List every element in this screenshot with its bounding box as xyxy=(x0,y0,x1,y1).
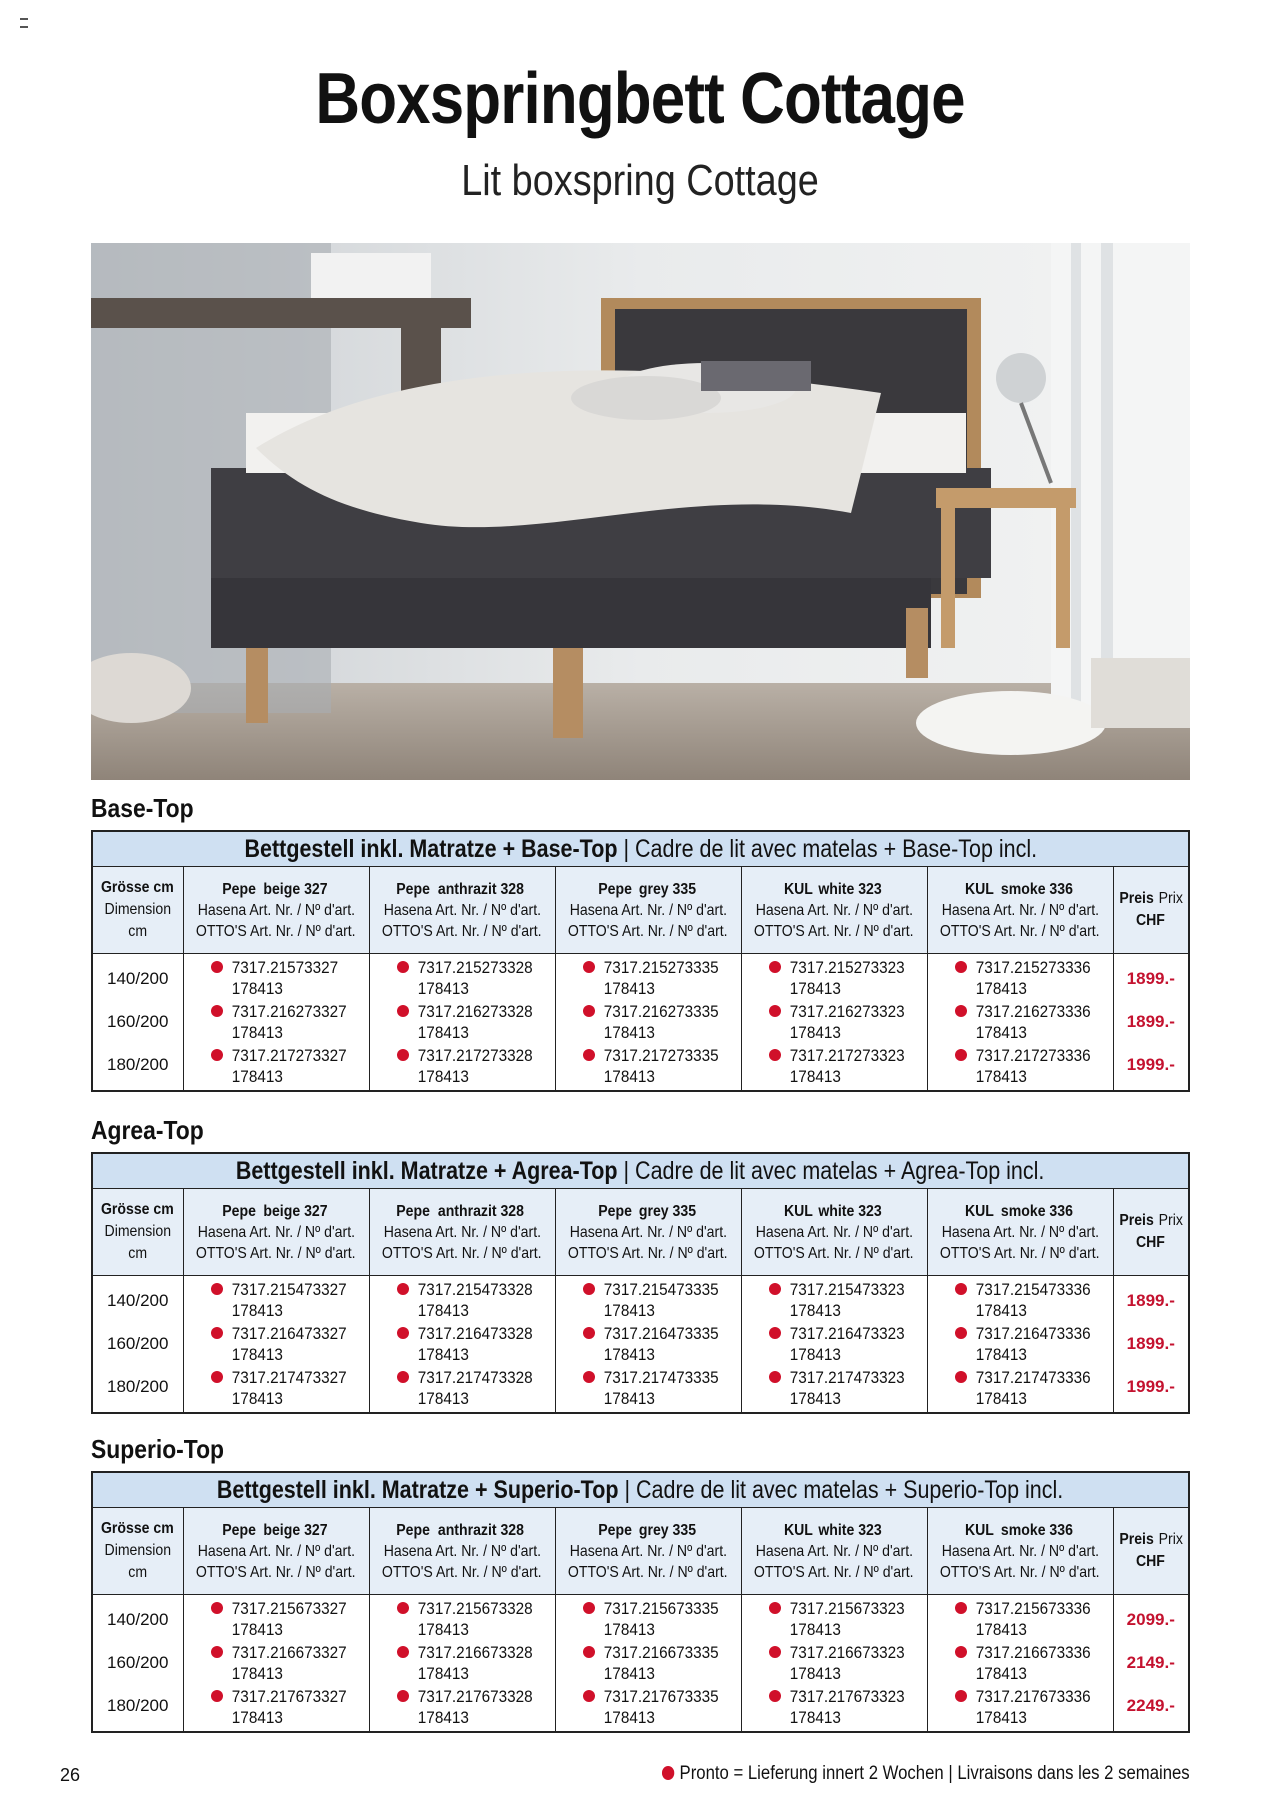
article-cell xyxy=(555,1276,741,1414)
variant-header: Pepe beige 327Hasena Art. Nr. / Nº d'art.OTTO'S Art. Nr. / Nº d'art. xyxy=(183,1508,369,1595)
price-header: Preis PrixCHF xyxy=(1113,867,1189,954)
article-cell xyxy=(369,1276,555,1414)
article-cell xyxy=(183,1276,369,1414)
article-entry: 7317.215473328 178413 xyxy=(398,1279,555,1321)
table-caption: Bettgestell inkl. Matratze + Agrea-Top | Cadre de lit avec matelas + Agrea-Top incl. xyxy=(92,1153,1189,1189)
variant-header: Pepe beige 327Hasena Art. Nr. / Nº d'art.OTTO'S Art. Nr. / Nº d'art. xyxy=(183,867,369,954)
variant-header: Pepe grey 335Hasena Art. Nr. / Nº d'art.OTTO'S Art. Nr. / Nº d'art. xyxy=(555,1508,741,1595)
article-entry: 7317.216673327 178413 xyxy=(212,1642,369,1684)
article-entry: 7317.216473323 178413 xyxy=(770,1323,927,1365)
article-entry: 7317.215673336 178413 xyxy=(956,1598,1113,1640)
article-entry: 7317.217673336 178413 xyxy=(956,1686,1113,1728)
article-entry: 7317.215273335 178413 xyxy=(584,957,741,999)
article-entry: 7317.216273323 178413 xyxy=(770,1001,927,1043)
size-value: 140/200 xyxy=(107,1609,169,1629)
variant-header: Pepe anthrazit 328Hasena Art. Nr. / Nº d'art.OTTO'S Art. Nr. / Nº d'art. xyxy=(369,1508,555,1595)
price-header: Preis PrixCHF xyxy=(1113,1189,1189,1276)
article-entry: 7317.217473327 178413 xyxy=(212,1367,369,1409)
variant-header: KUL white 323Hasena Art. Nr. / Nº d'art.OTTO'S Art. Nr. / Nº d'art. xyxy=(741,1189,927,1276)
bed-photo xyxy=(91,243,1190,780)
size-value: 180/200 xyxy=(107,1377,169,1397)
section-heading: Superio-Top xyxy=(91,1434,225,1464)
article-cell xyxy=(927,1276,1113,1414)
article-entry: 7317.216273336 178413 xyxy=(956,1001,1113,1043)
article-entry: 7317.215673323 178413 xyxy=(770,1598,927,1640)
article-entry: 7317.217673335 178413 xyxy=(584,1686,741,1728)
article-entry: 7317.217273335 178413 xyxy=(584,1045,741,1087)
article-cell xyxy=(741,1276,927,1414)
article-entry: 7317.217673328 178413 xyxy=(398,1686,555,1728)
size-value: 140/200 xyxy=(107,1290,169,1310)
page-title: Boxspringbett Cottage xyxy=(315,59,965,139)
article-entry: 7317.215273323 178413 xyxy=(770,957,927,999)
size-cell xyxy=(92,1595,183,1733)
article-cell xyxy=(741,954,927,1092)
variant-header: Pepe anthrazit 328Hasena Art. Nr. / Nº d'art.OTTO'S Art. Nr. / Nº d'art. xyxy=(369,1189,555,1276)
section-heading: Base-Top xyxy=(91,793,194,823)
page-subtitle: Lit boxspring Cottage xyxy=(461,156,819,205)
section-heading: Agrea-Top xyxy=(91,1115,204,1145)
size-header: Grösse cmDimensioncm xyxy=(92,867,183,954)
article-cell xyxy=(555,954,741,1092)
size-value: 160/200 xyxy=(107,1652,169,1672)
price-cell xyxy=(1113,1276,1189,1414)
article-entry: 7317.215673328 178413 xyxy=(398,1598,555,1640)
price-value: 2249.- xyxy=(1126,1696,1175,1716)
size-cell xyxy=(92,1276,183,1414)
menu-icon xyxy=(20,18,28,28)
page-number: 26 xyxy=(60,1765,81,1785)
article-entry: 7317.217673323 178413 xyxy=(770,1686,927,1728)
article-entry: 7317.215673335 178413 xyxy=(584,1598,741,1640)
article-entry: 7317.216273327 178413 xyxy=(212,1001,369,1043)
footer-note xyxy=(590,1763,1190,1785)
article-cell xyxy=(555,1595,741,1733)
variant-header: Pepe grey 335Hasena Art. Nr. / Nº d'art.OTTO'S Art. Nr. / Nº d'art. xyxy=(555,1189,741,1276)
article-entry: 7317.217473336 178413 xyxy=(956,1367,1113,1409)
article-entry: 7317.217273328 178413 xyxy=(398,1045,555,1087)
size-value: 180/200 xyxy=(107,1055,169,1075)
article-entry: 7317.21573327 178413 xyxy=(212,957,369,999)
variant-header: Pepe beige 327Hasena Art. Nr. / Nº d'art.OTTO'S Art. Nr. / Nº d'art. xyxy=(183,1189,369,1276)
price-value: 2149.- xyxy=(1126,1652,1175,1672)
article-entry: 7317.215473327 178413 xyxy=(212,1279,369,1321)
size-cell xyxy=(92,954,183,1092)
article-entry: 7317.217473328 178413 xyxy=(398,1367,555,1409)
article-entry: 7317.216673336 178413 xyxy=(956,1642,1113,1684)
size-header: Grösse cmDimensioncm xyxy=(92,1189,183,1276)
price-value: 1999.- xyxy=(1126,1377,1175,1397)
price-value: 1999.- xyxy=(1126,1055,1175,1075)
size-value: 160/200 xyxy=(107,1333,169,1353)
price-cell xyxy=(1113,1595,1189,1733)
article-entry: 7317.216673328 178413 xyxy=(398,1642,555,1684)
variant-header: KUL smoke 336Hasena Art. Nr. / Nº d'art.OTTO'S Art. Nr. / Nº d'art. xyxy=(927,1508,1113,1595)
article-entry: 7317.216673335 178413 xyxy=(584,1642,741,1684)
article-entry: 7317.216473336 178413 xyxy=(956,1323,1113,1365)
variant-header: KUL white 323Hasena Art. Nr. / Nº d'art.OTTO'S Art. Nr. / Nº d'art. xyxy=(741,867,927,954)
price-value: 1899.- xyxy=(1126,1011,1175,1031)
price-cell xyxy=(1113,954,1189,1092)
article-entry: 7317.216673323 178413 xyxy=(770,1642,927,1684)
article-entry: 7317.216473328 178413 xyxy=(398,1323,555,1365)
price-value: 1899.- xyxy=(1126,968,1175,988)
article-entry: 7317.215473336 178413 xyxy=(956,1279,1113,1321)
article-cell xyxy=(369,954,555,1092)
footer-note-text: Pronto = Lieferung innert 2 Wochen | Livraisons dans les 2 semaines xyxy=(679,1763,1190,1784)
price-value: 2099.- xyxy=(1126,1609,1175,1629)
article-cell xyxy=(741,1595,927,1733)
article-entry: 7317.217473335 178413 xyxy=(584,1367,741,1409)
price-header: Preis PrixCHF xyxy=(1113,1508,1189,1595)
size-value: 140/200 xyxy=(107,968,169,988)
article-entry: 7317.216273335 178413 xyxy=(584,1001,741,1043)
article-cell xyxy=(183,1595,369,1733)
variant-header: Pepe grey 335Hasena Art. Nr. / Nº d'art.OTTO'S Art. Nr. / Nº d'art. xyxy=(555,867,741,954)
price-table xyxy=(91,1471,1190,1733)
size-value: 160/200 xyxy=(107,1011,169,1031)
article-entry: 7317.215473323 178413 xyxy=(770,1279,927,1321)
variant-header: KUL smoke 336Hasena Art. Nr. / Nº d'art.OTTO'S Art. Nr. / Nº d'art. xyxy=(927,1189,1113,1276)
variant-header: KUL white 323Hasena Art. Nr. / Nº d'art.OTTO'S Art. Nr. / Nº d'art. xyxy=(741,1508,927,1595)
article-entry: 7317.217473323 178413 xyxy=(770,1367,927,1409)
article-entry: 7317.217673327 178413 xyxy=(212,1686,369,1728)
article-entry: 7317.215273328 178413 xyxy=(398,957,555,999)
table-caption: Bettgestell inkl. Matratze + Superio-Top | Cadre de lit avec matelas + Superio-Top incl. xyxy=(92,1472,1189,1508)
article-cell xyxy=(927,954,1113,1092)
pronto-dot-icon xyxy=(662,1766,674,1780)
variant-header: Pepe anthrazit 328Hasena Art. Nr. / Nº d'art.OTTO'S Art. Nr. / Nº d'art. xyxy=(369,867,555,954)
article-entry: 7317.217273327 178413 xyxy=(212,1045,369,1087)
table-caption: Bettgestell inkl. Matratze + Base-Top | Cadre de lit avec matelas + Base-Top incl. xyxy=(92,831,1189,867)
article-entry: 7317.217273336 178413 xyxy=(956,1045,1113,1087)
price-table xyxy=(91,830,1190,1092)
article-entry: 7317.215473335 178413 xyxy=(584,1279,741,1321)
article-entry: 7317.217273323 178413 xyxy=(770,1045,927,1087)
variant-header: KUL smoke 336Hasena Art. Nr. / Nº d'art.OTTO'S Art. Nr. / Nº d'art. xyxy=(927,867,1113,954)
size-header: Grösse cmDimensioncm xyxy=(92,1508,183,1595)
article-cell xyxy=(369,1595,555,1733)
article-entry: 7317.216273328 178413 xyxy=(398,1001,555,1043)
article-entry: 7317.215273336 178413 xyxy=(956,957,1113,999)
article-entry: 7317.216473335 178413 xyxy=(584,1323,741,1365)
article-cell xyxy=(927,1595,1113,1733)
article-cell xyxy=(183,954,369,1092)
price-table xyxy=(91,1152,1190,1414)
article-entry: 7317.216473327 178413 xyxy=(212,1323,369,1365)
size-value: 180/200 xyxy=(107,1696,169,1716)
article-entry: 7317.215673327 178413 xyxy=(212,1598,369,1640)
price-value: 1899.- xyxy=(1126,1333,1175,1353)
price-value: 1899.- xyxy=(1126,1290,1175,1310)
